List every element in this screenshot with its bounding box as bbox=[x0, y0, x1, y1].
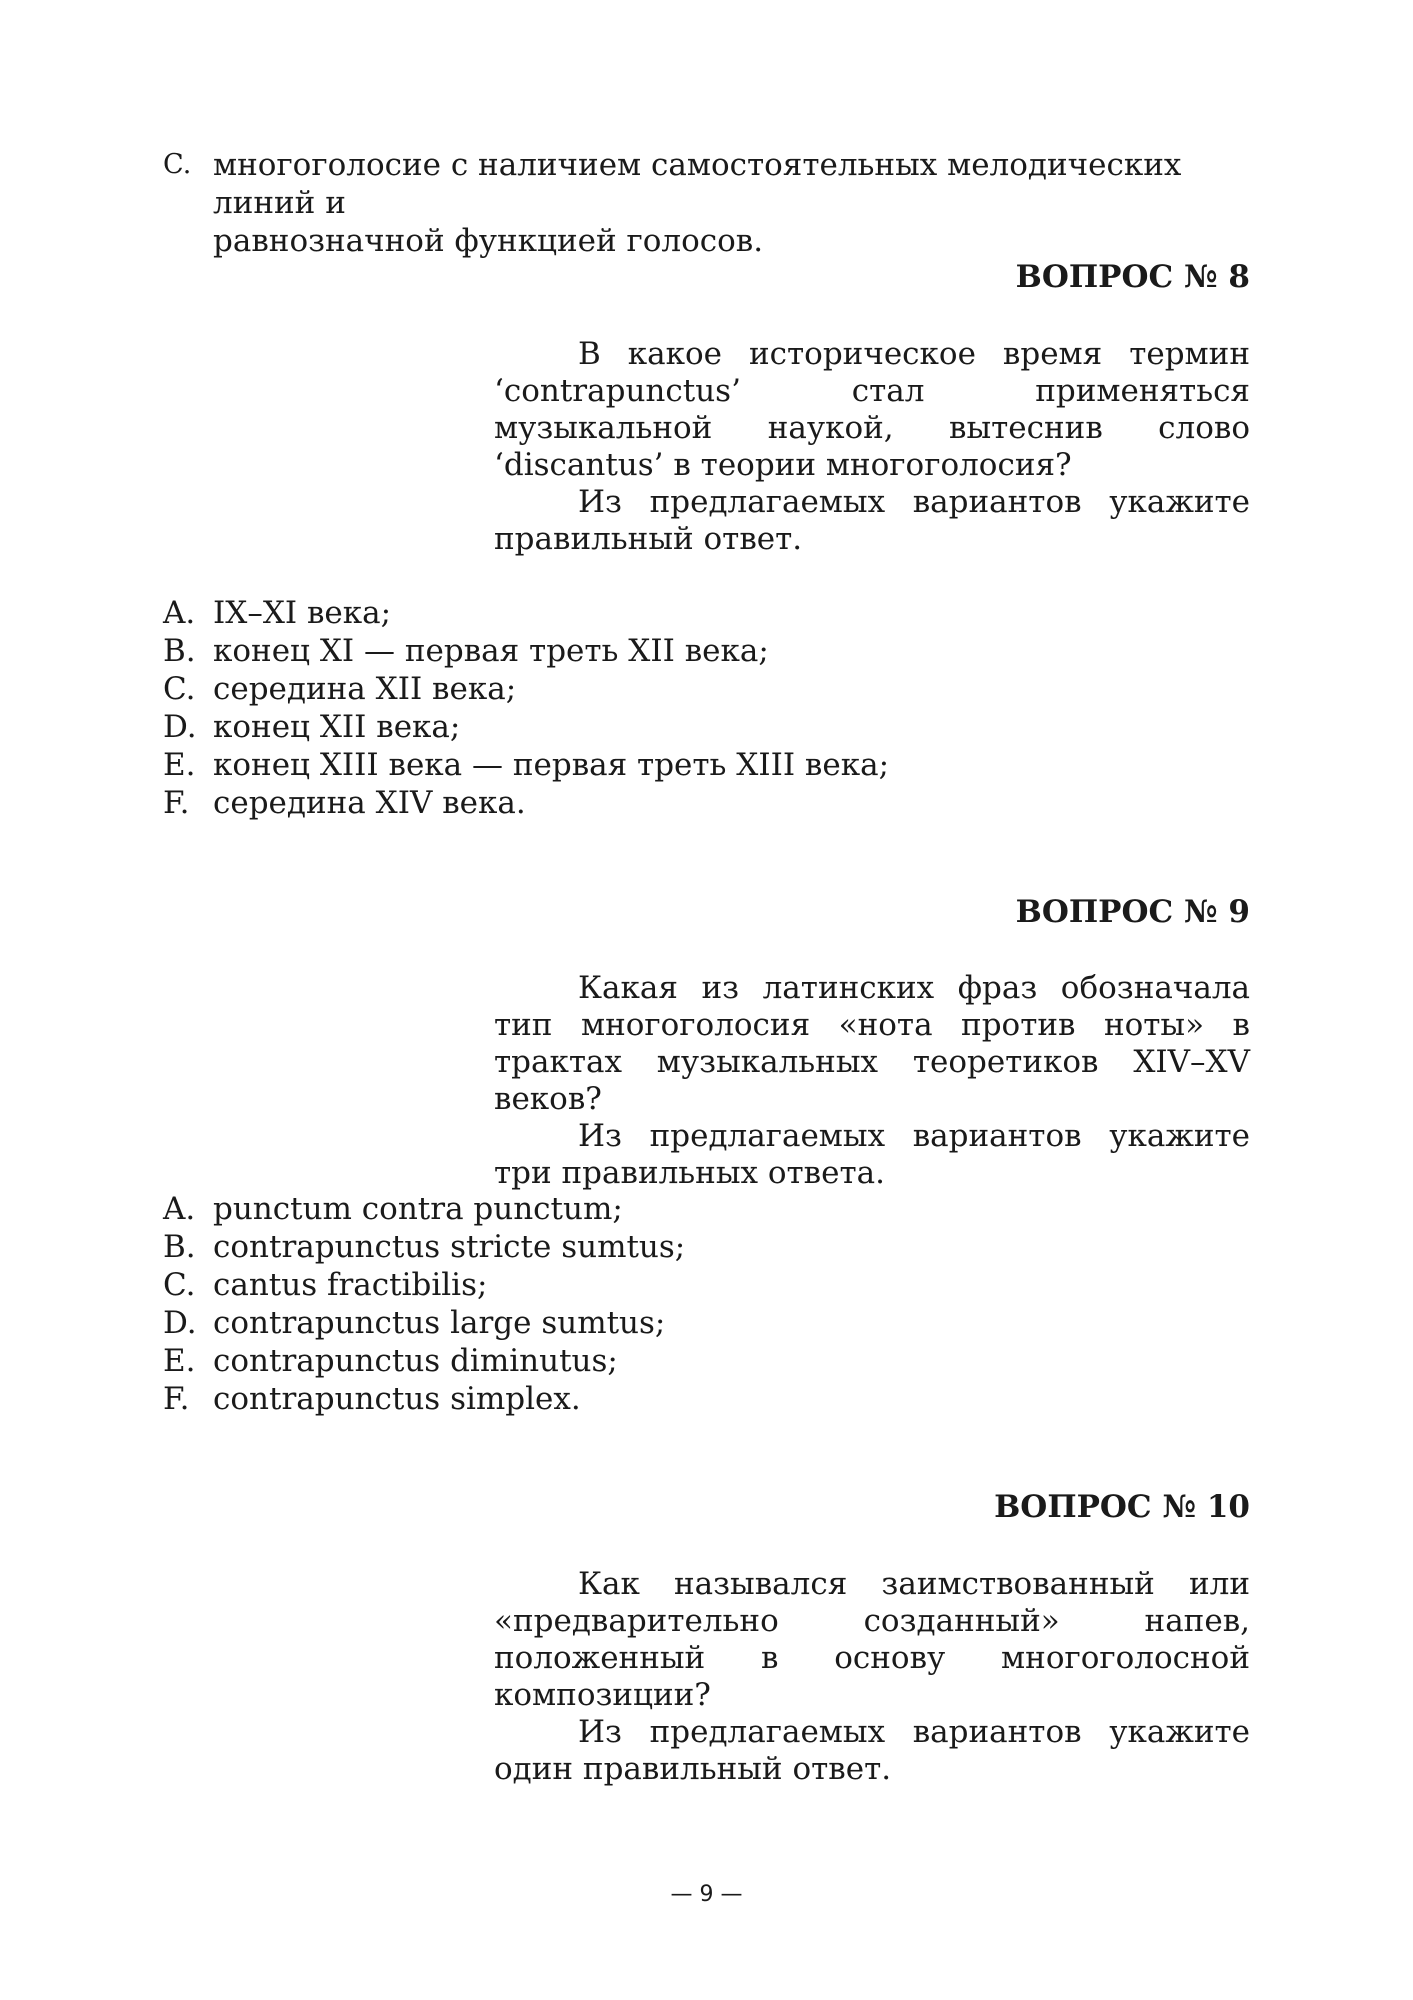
option-letter: C. bbox=[163, 149, 192, 180]
question-9-body bbox=[494, 970, 1250, 1192]
question-10-body bbox=[494, 1566, 1250, 1788]
question-8-instruction: Из предлагаемых вариантов укажите правильный ответ. bbox=[494, 484, 1250, 557]
page-number: — 9 — bbox=[670, 1882, 743, 1907]
option-text: многоголосие с наличием самостоятельных мелодических линий и равнозначной функцией голосов. bbox=[213, 147, 1182, 259]
question-9-heading: ВОПРОС № 9 bbox=[1015, 894, 1250, 930]
question-9-instruction: Из предлагаемых вариантов укажите три правильных ответа. bbox=[494, 1118, 1250, 1191]
document-page: C. многоголосие с наличием самостоятельных мелодических линий и равнозначной функцией голосов. ВОПРОС № 8 В какое историческое время термин ‘contrapunctus’ стал применяться музыкальной наукой, вытеснив слово ‘discantus’ в теории многоголосия? Из предлагаемых вариантов укажите правильный ответ. A. IX–XI века; B. конец XI — первая треть XII века; C. середина XII века; D. конец XII века; E. конец XIII века — первая треть XIII века; F. середина XIV века. ВОПРОС № 9 Какая из латинских фраз обозначала тип многоголосия «нота против ноты» в трактах музыкальных теоретиков XIV–XV веков? Из предлагаемых вариантов укажите три правильных ответа. A. punctum contra punctum; B. contrapunctus stricte sumtus; C. cantus fractibilis; D. contrapunctus large sumtus; E. contrapunctus diminutus; F. contrapunctus simplex. ВОПРОС № 10 Как назывался заимствованный или «предварительно созданный» напев, положенный в основу многоголосной композиции? Из предлагаемых вариантов укажите один правильный ответ. — 9 — bbox=[0, 0, 1413, 2000]
question-10-heading: ВОПРОС № 10 bbox=[994, 1489, 1250, 1525]
question-8-text: В какое историческое время термин ‘contrapunctus’ стал применяться музыкальной наукой, вытеснив слово ‘discantus’ в теории многоголосия? bbox=[494, 336, 1250, 483]
question-10-text: Как назывался заимствованный или «предварительно созданный» напев, положенный в основу многоголосной композиции? bbox=[494, 1566, 1250, 1713]
question-10-instruction: Из предлагаемых вариантов укажите один правильный ответ. bbox=[494, 1714, 1250, 1787]
question-9-text: Какая из латинских фраз обозначала тип многоголосия «нота против ноты» в трактах музыкальных теоретиков XIV–XV веков? bbox=[494, 970, 1250, 1117]
question-8-body bbox=[494, 336, 1250, 558]
question-8-heading: ВОПРОС № 8 bbox=[1015, 259, 1250, 295]
